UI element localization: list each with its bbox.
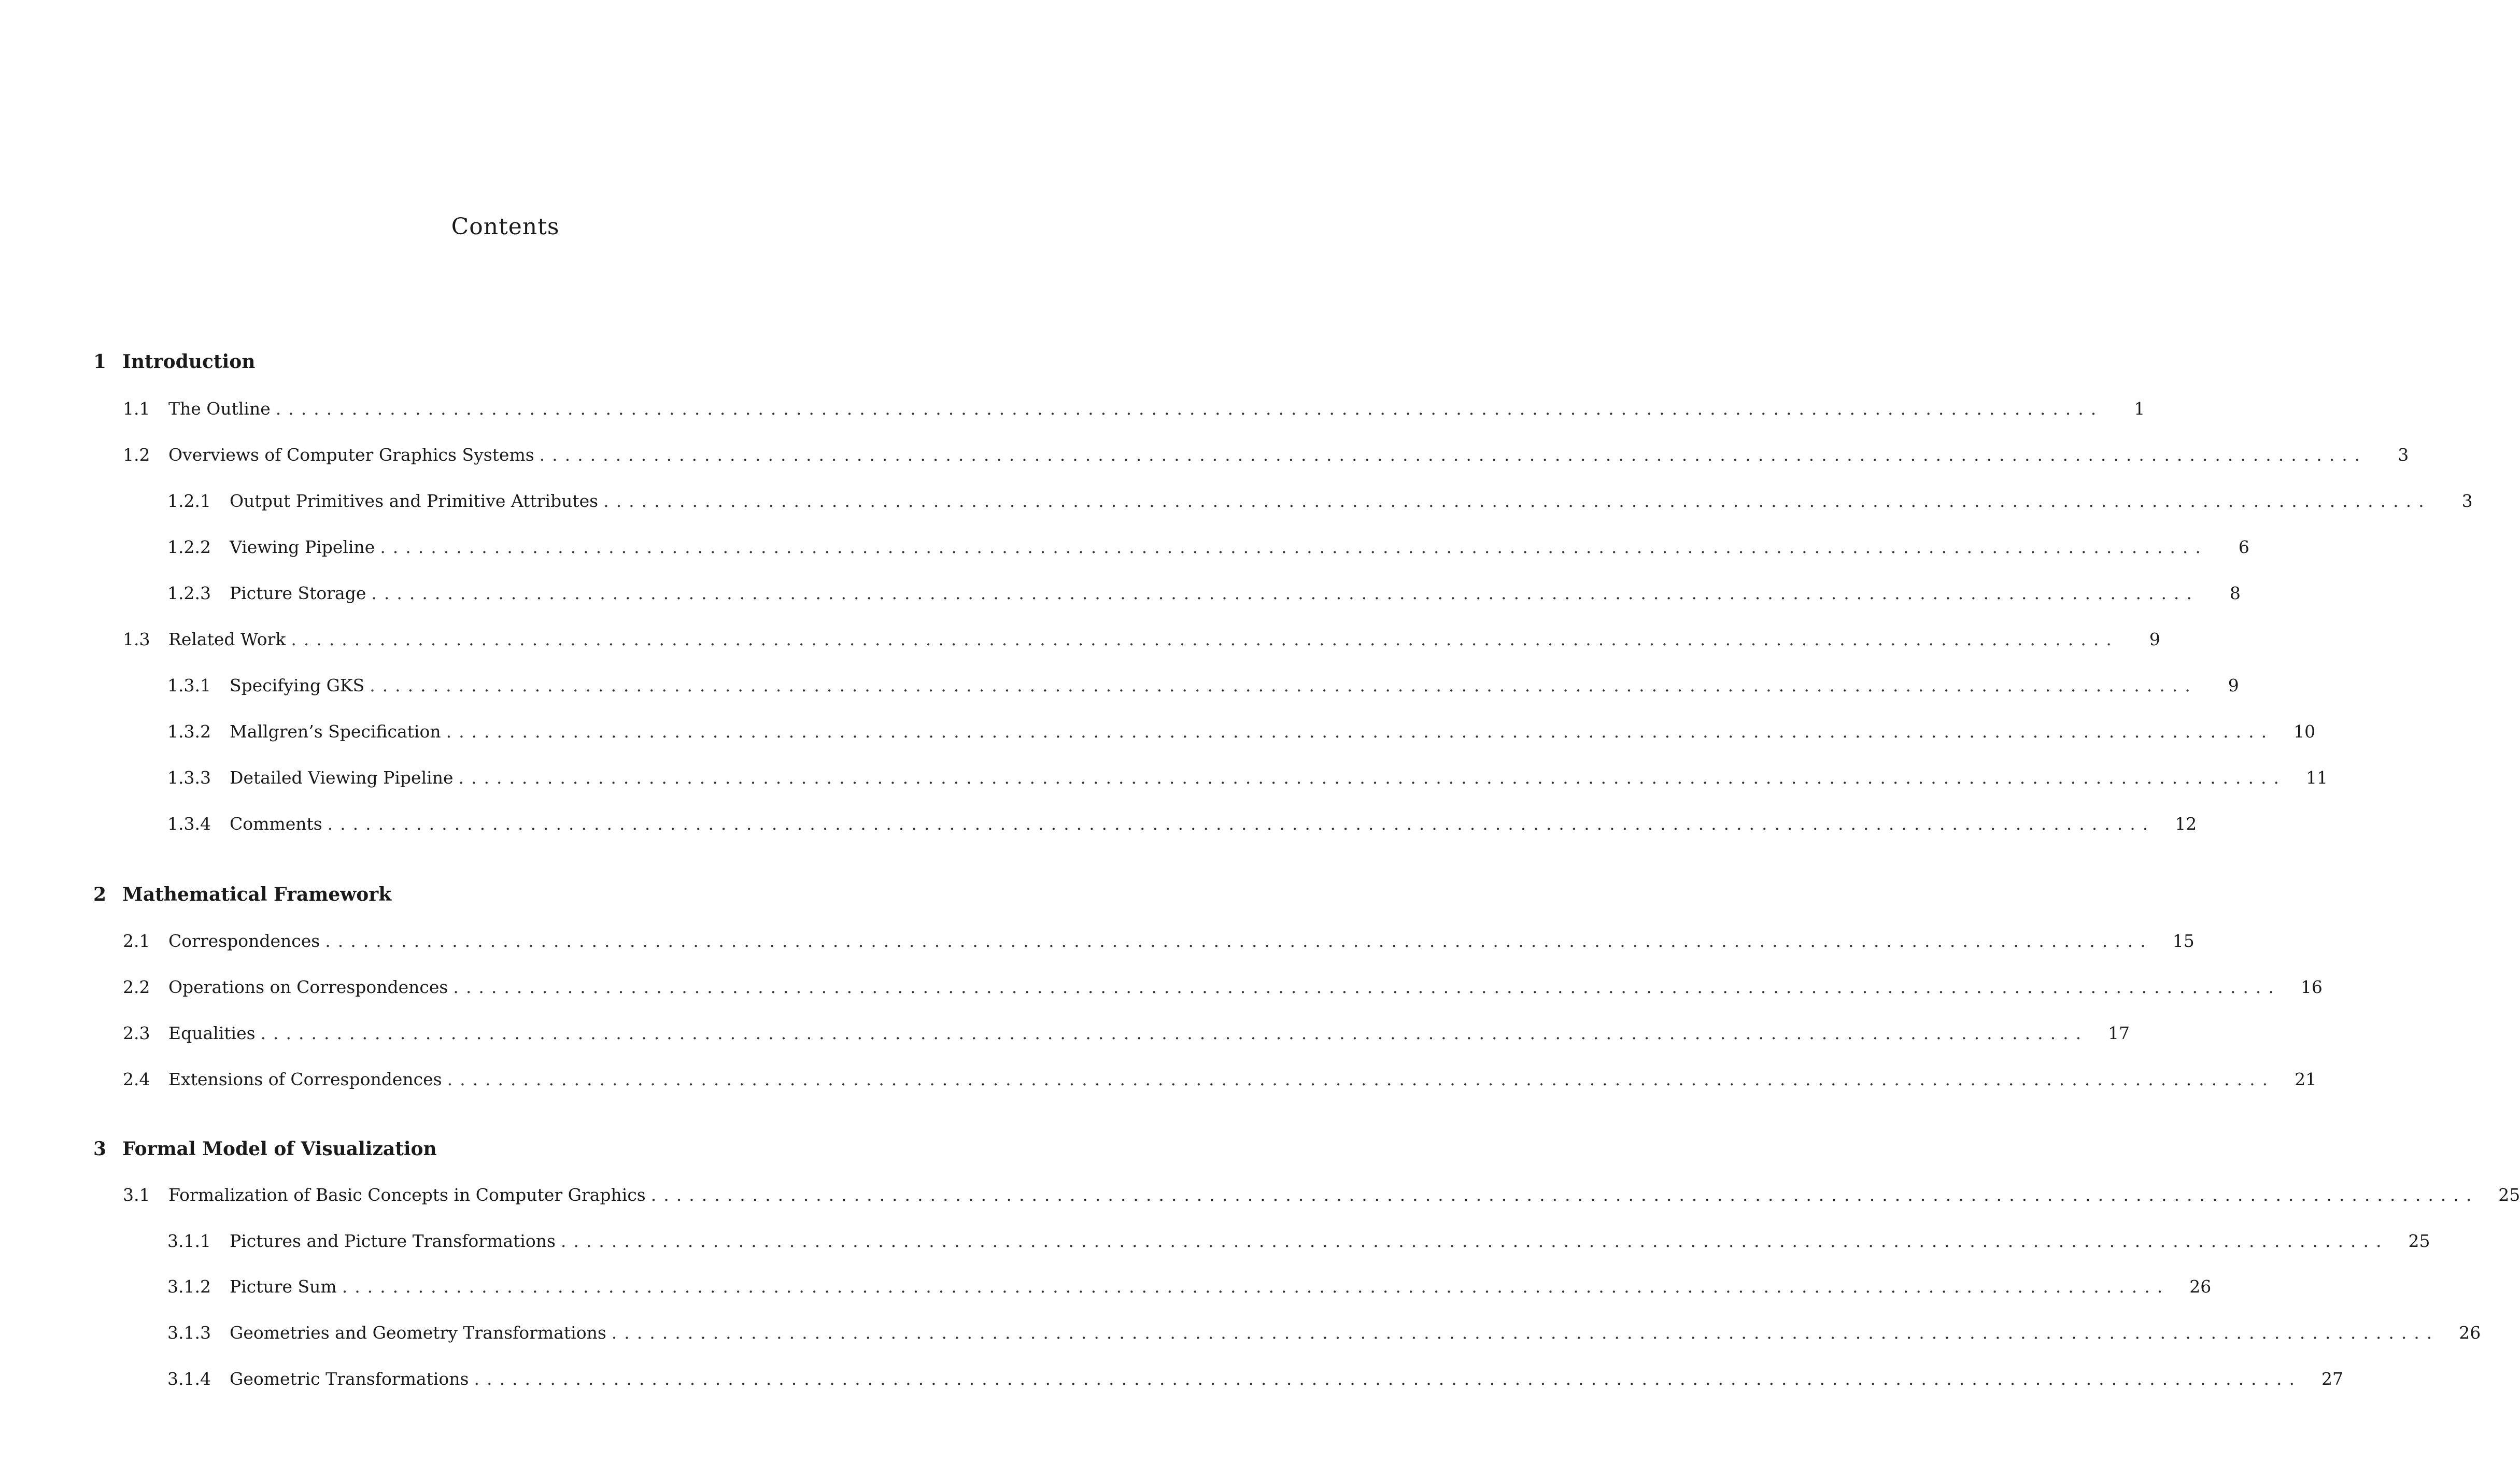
entry-page-number: 25 — [2498, 1185, 2520, 1205]
entry-title: Formalization of Basic Concepts in Computer Graphics — [168, 1185, 646, 1205]
entry-number: 2.4 — [123, 1069, 150, 1089]
entry-number: 3.1.2 — [167, 1276, 211, 1297]
entry-number: 1.2.1 — [167, 491, 211, 511]
toc-entry[interactable] — [123, 397, 2145, 420]
entry-number: 2.2 — [123, 977, 150, 997]
entry-title: Equalities — [168, 1023, 256, 1043]
toc-entry[interactable] — [123, 1184, 2520, 1206]
entry-number: 2.1 — [123, 931, 150, 951]
dot-leader: ................................................................................................................................................ — [275, 399, 2104, 419]
toc-entry[interactable] — [167, 813, 2197, 835]
toc-entry[interactable] — [123, 628, 2160, 651]
toc-entry[interactable] — [167, 1230, 2430, 1253]
entry-page-number: 9 — [2228, 675, 2239, 695]
entry-page-number: 3 — [2398, 445, 2409, 465]
dot-leader: ................................................................................................................................................ — [380, 537, 2208, 557]
dot-leader: ................................................................................................................................................ — [539, 445, 2368, 465]
dot-leader: ................................................................................................................................................ — [560, 1231, 2389, 1251]
dot-leader: ................................................................................................................................................ — [447, 1069, 2275, 1089]
entry-page-number: 3 — [2461, 491, 2473, 511]
toc-entry[interactable] — [167, 536, 2249, 559]
entry-number: 1.3.1 — [167, 675, 211, 695]
dot-leader: ................................................................................................................................................ — [260, 1023, 2089, 1043]
entry-number: 3.1.1 — [167, 1231, 211, 1251]
entry-number: 2.3 — [123, 1023, 150, 1043]
entry-title: Detailed Viewing Pipeline — [230, 768, 454, 788]
entry-number: 1.3.2 — [167, 721, 211, 742]
entry-number: 1.3 — [123, 629, 150, 649]
chapter-title: Introduction — [122, 351, 256, 373]
dot-leader: ................................................................................................................................................ — [458, 768, 2287, 788]
toc-entry[interactable] — [123, 976, 2323, 999]
chapter-number: 2 — [93, 884, 107, 905]
dot-leader: ................................................................................................................................................ — [371, 583, 2199, 603]
chapter-heading[interactable] — [93, 883, 391, 906]
entry-number: 1.2.3 — [167, 583, 211, 603]
toc-entry[interactable] — [123, 1022, 2130, 1045]
toc-entry[interactable] — [167, 674, 2239, 697]
toc-entry[interactable] — [167, 582, 2241, 605]
chapter-number: 1 — [93, 351, 107, 373]
entry-number: 3.1.3 — [167, 1323, 211, 1343]
entry-title: Output Primitives and Primitive Attributes — [230, 491, 599, 511]
entry-title: Picture Sum — [230, 1276, 337, 1297]
dot-leader: ................................................................................................................................................ — [474, 1369, 2302, 1389]
entry-title: Related Work — [168, 629, 286, 649]
entry-page-number: 15 — [2172, 931, 2195, 951]
entry-title: Pictures and Picture Transformations — [230, 1231, 556, 1251]
toc-entry[interactable] — [123, 1068, 2317, 1091]
entry-number: 1.3.3 — [167, 768, 211, 788]
entry-number: 1.2.2 — [167, 537, 211, 557]
chapter-heading[interactable] — [93, 1138, 437, 1160]
entry-title: Geometries and Geometry Transformations — [230, 1323, 606, 1343]
entry-title: Operations on Correspondences — [168, 977, 448, 997]
toc-entry[interactable] — [167, 766, 2328, 789]
dot-leader: ................................................................................................................................................ — [650, 1185, 2479, 1205]
dot-leader: ................................................................................................................................................ — [342, 1276, 2170, 1297]
entry-title: Mallgren’s Specification — [230, 721, 441, 742]
entry-title: The Outline — [168, 399, 271, 419]
entry-page-number: 9 — [2149, 629, 2160, 649]
entry-page-number: 21 — [2295, 1069, 2317, 1089]
toc-entry[interactable] — [167, 1368, 2344, 1390]
dot-leader: ................................................................................................................................................ — [453, 977, 2281, 997]
entry-number: 1.1 — [123, 399, 150, 419]
dot-leader: ................................................................................................................................................ — [446, 721, 2274, 742]
entry-title: Specifying GKS — [230, 675, 365, 695]
page-title: Contents — [451, 214, 560, 240]
entry-page-number: 1 — [2134, 399, 2145, 419]
toc-entry[interactable] — [167, 1322, 2481, 1344]
dot-leader: ................................................................................................................................................ — [603, 491, 2431, 511]
dot-leader: ................................................................................................................................................ — [327, 814, 2156, 834]
entry-page-number: 6 — [2238, 537, 2249, 557]
chapter-heading[interactable] — [93, 350, 255, 373]
chapter-title: Mathematical Framework — [122, 884, 392, 905]
dot-leader: ................................................................................................................................................ — [370, 675, 2198, 695]
entry-page-number: 8 — [2229, 583, 2241, 603]
entry-page-number: 26 — [2189, 1276, 2212, 1297]
toc-entry[interactable] — [167, 720, 2316, 743]
entry-page-number: 16 — [2300, 977, 2323, 997]
chapter-number: 3 — [93, 1138, 107, 1160]
entry-page-number: 10 — [2294, 721, 2316, 742]
entry-title: Viewing Pipeline — [230, 537, 375, 557]
entry-page-number: 11 — [2306, 768, 2328, 788]
entry-page-number: 17 — [2108, 1023, 2130, 1043]
toc-entry[interactable] — [167, 490, 2473, 513]
dot-leader: ................................................................................................................................................ — [325, 931, 2153, 951]
toc-entry[interactable] — [167, 1275, 2212, 1298]
entry-number: 3.1 — [123, 1185, 150, 1205]
entry-page-number: 25 — [2408, 1231, 2430, 1251]
entry-title: Comments — [230, 814, 322, 834]
entry-number: 3.1.4 — [167, 1369, 211, 1389]
entry-title: Picture Storage — [230, 583, 366, 603]
entry-number: 1.2 — [123, 445, 150, 465]
entry-page-number: 26 — [2459, 1323, 2481, 1343]
entry-title: Extensions of Correspondences — [168, 1069, 442, 1089]
entry-title: Geometric Transformations — [230, 1369, 469, 1389]
entry-title: Correspondences — [168, 931, 320, 951]
dot-leader: ................................................................................................................................................ — [291, 629, 2119, 649]
entry-page-number: 27 — [2321, 1369, 2344, 1389]
toc-entry[interactable] — [123, 930, 2195, 953]
toc-entry[interactable] — [123, 444, 2409, 466]
entry-page-number: 12 — [2175, 814, 2197, 834]
dot-leader: ................................................................................................................................................ — [611, 1323, 2440, 1343]
entry-number: 1.3.4 — [167, 814, 211, 834]
entry-title: Overviews of Computer Graphics Systems — [168, 445, 534, 465]
chapter-title: Formal Model of Visualization — [122, 1138, 437, 1160]
